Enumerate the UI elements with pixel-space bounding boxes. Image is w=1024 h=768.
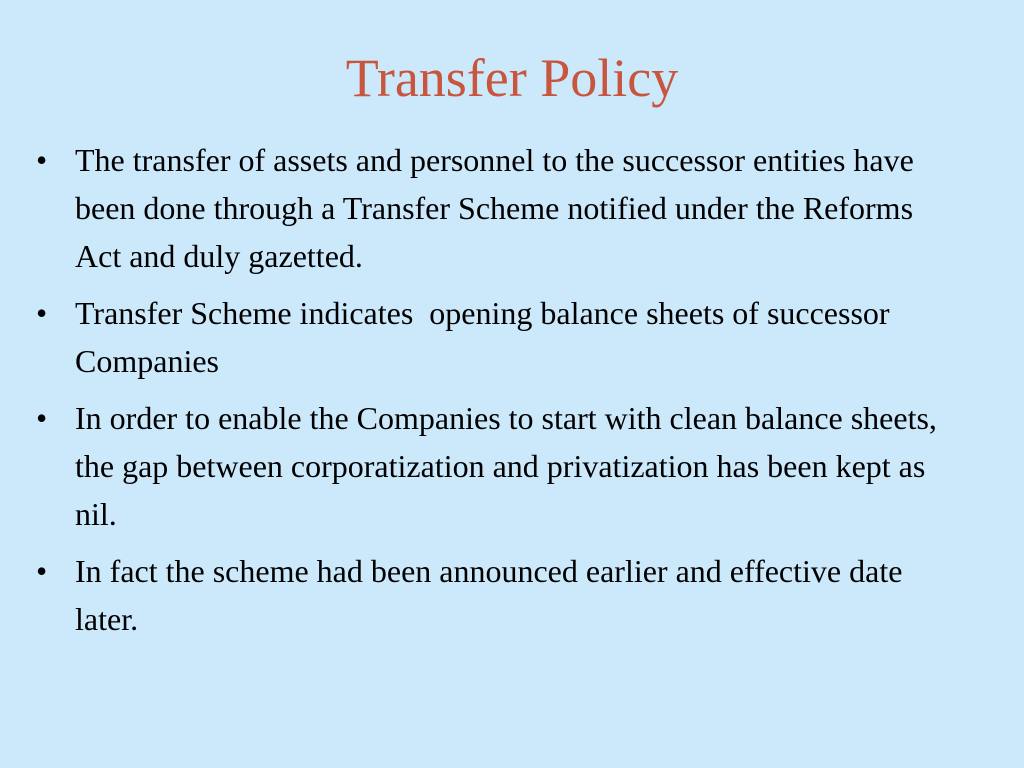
bullet-item [30,289,960,385]
bullet-text: In fact the scheme had been announced earlier and effective date later. [75,553,903,637]
bullet-text: The transfer of assets and personnel to the successor entities have been done through a Transfer Scheme notified under the Reforms Act and duly gazetted. [75,142,914,274]
bullet-icon: • [36,142,48,178]
bullet-icon: • [36,295,48,331]
bullet-text: Transfer Scheme indicates opening balance sheets of successor Companies [75,295,898,379]
bullet-text: In order to enable the Companies to start with clean balance sheets, the gap between corporatization and privatization has been kept as nil. [75,400,937,532]
bullet-item [30,547,960,643]
bullet-icon: • [36,553,48,589]
bullet-list [30,136,960,652]
bullet-icon: • [36,400,48,436]
bullet-item [30,394,960,538]
slide-title: Transfer Policy [345,48,679,108]
bullet-item [30,136,960,280]
